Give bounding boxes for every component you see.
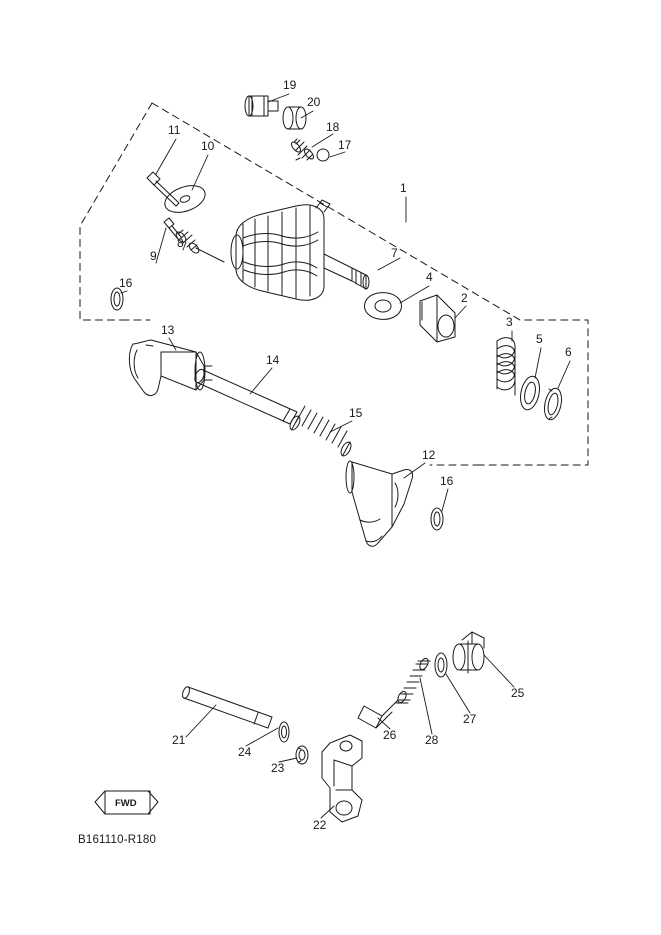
- callout-6: 6: [565, 345, 572, 359]
- part-18-spring: [290, 139, 315, 161]
- callout-8: 8: [177, 236, 184, 250]
- assembly-boundary: [80, 103, 588, 465]
- part-23-circlip: [296, 746, 308, 764]
- fwd-label: FWD: [115, 798, 137, 809]
- part-14-guide-bar: [193, 368, 297, 424]
- callout-21: 21: [172, 733, 186, 747]
- callout-4: 4: [426, 270, 433, 284]
- callout-20: 20: [307, 95, 321, 109]
- part-5-washer: [518, 375, 543, 412]
- callout-18: 18: [326, 120, 340, 134]
- part-17-ball: [317, 149, 329, 161]
- callout-3: 3: [506, 315, 513, 329]
- callout-22: 22: [313, 818, 327, 832]
- callout-7: 7: [391, 246, 398, 260]
- callout-1: 1: [400, 181, 407, 195]
- callout-26: 26: [383, 728, 397, 742]
- callout-24: 24: [238, 745, 252, 759]
- callout-9: 9: [150, 249, 157, 263]
- part-25-seal: [453, 632, 484, 673]
- part-code-label: B161110-R180: [78, 834, 157, 846]
- callout-2: 2: [461, 291, 468, 305]
- part-26-shift-shaft: [358, 700, 398, 728]
- callout-23: 23: [271, 761, 285, 775]
- callout-14: 14: [266, 353, 280, 367]
- callout-16-right: 16: [440, 474, 454, 488]
- part-11-screw: [147, 172, 179, 206]
- leader-lines: [121, 94, 570, 818]
- part-4-washer: [365, 293, 402, 320]
- part-15-spring: [288, 406, 353, 458]
- part-13-shift-fork: [129, 340, 212, 396]
- part-22-shift-lever: [322, 735, 362, 822]
- part-2-stopper: [420, 295, 455, 342]
- callout-13: 13: [161, 323, 175, 337]
- callout-5: 5: [536, 332, 543, 346]
- part-21-shaft: [181, 686, 272, 728]
- callout-25: 25: [511, 686, 525, 700]
- callout-15: 15: [349, 406, 363, 420]
- callout-17: 17: [338, 138, 352, 152]
- callout-28: 28: [425, 733, 439, 747]
- part-3-spring: [497, 338, 515, 395]
- callout-12: 12: [422, 448, 436, 462]
- part-16-circlip-right: [431, 508, 443, 530]
- part-1-shift-cam: [231, 200, 369, 300]
- part-20-collar: [283, 107, 306, 129]
- part-6-circlip: [542, 387, 564, 422]
- callout-27: 27: [463, 712, 477, 726]
- callout-19: 19: [283, 78, 297, 92]
- part-27-washer: [435, 653, 447, 677]
- part-12-shift-fork-right: [346, 461, 413, 546]
- callout-10: 10: [201, 139, 215, 153]
- part-19-bolt: [245, 96, 278, 116]
- callout-11: 11: [168, 123, 181, 137]
- callout-16-left: 16: [119, 276, 133, 290]
- part-28-spring: [396, 657, 430, 704]
- part-24-washer: [279, 722, 289, 742]
- part-16-circlip-left: [111, 288, 123, 310]
